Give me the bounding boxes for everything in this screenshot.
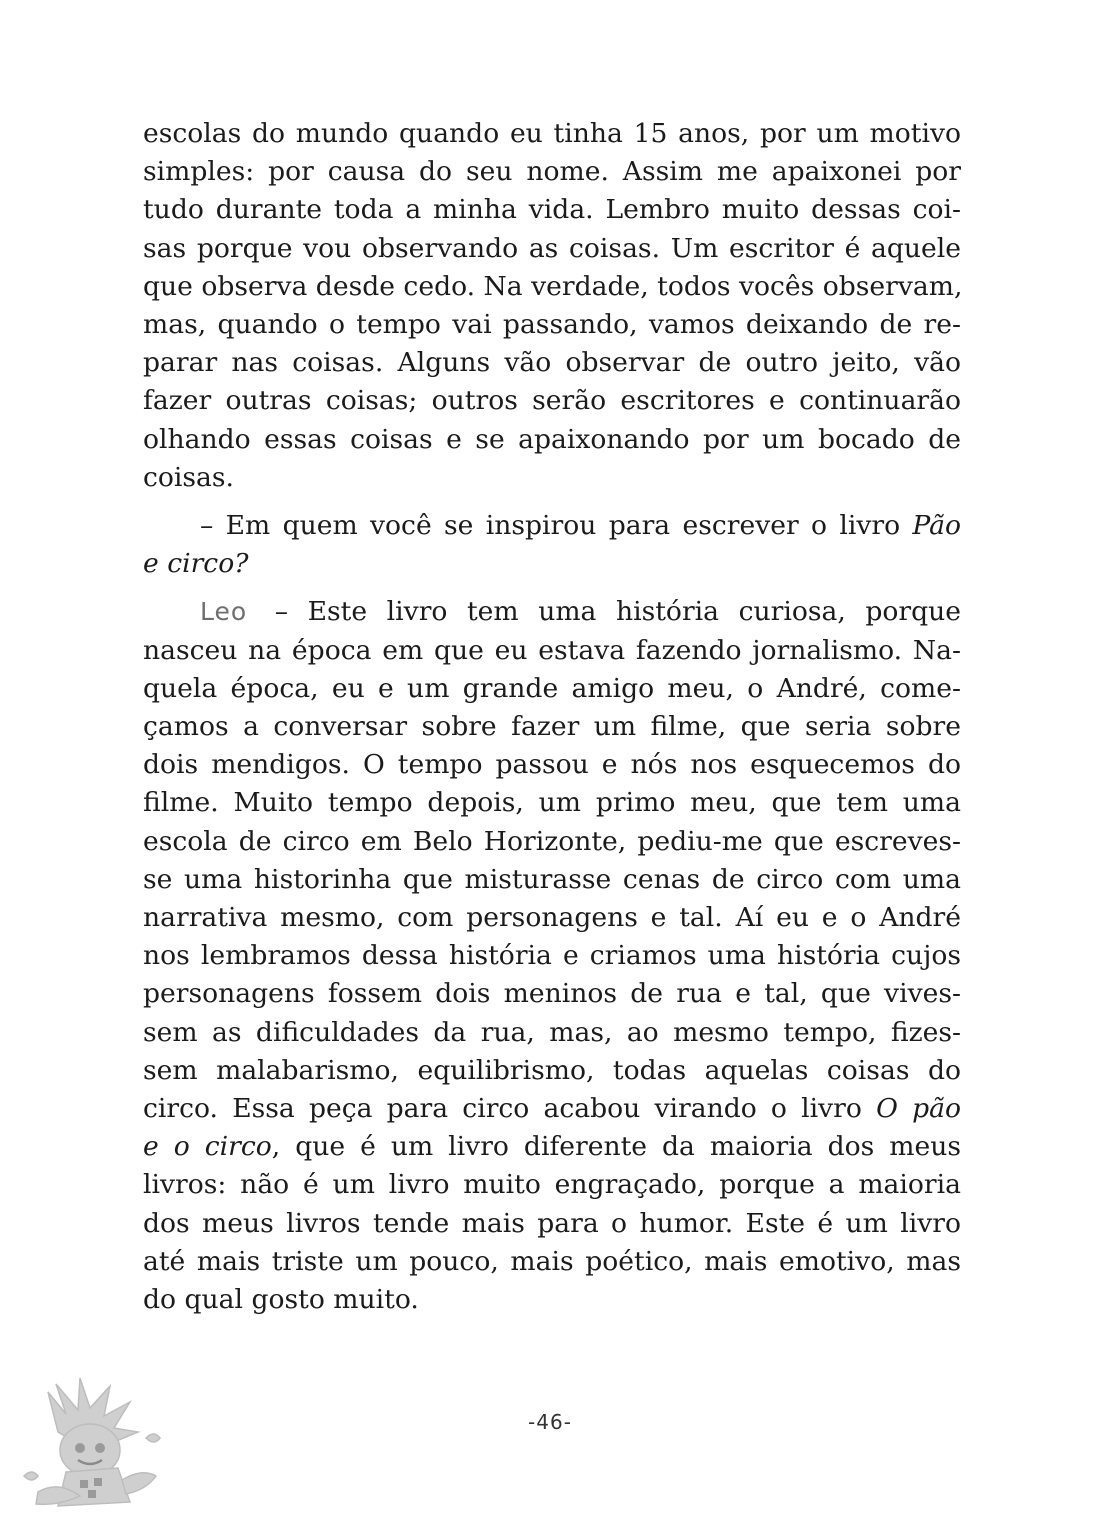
- text-line: sas porque vou observando as coisas. Um escritor é aquele: [143, 232, 961, 264]
- text-line: narrativa mesmo, com personagens e tal. Aí eu e o André: [143, 902, 961, 934]
- text-line: que observa desde cedo. Na verdade, todos vocês observam,: [143, 270, 963, 302]
- text-line: filme. Muito tempo depois, um primo meu, que tem uma: [143, 787, 961, 819]
- interview-question: [143, 507, 961, 583]
- text-line: sem as dificuldades da rua, mas, ao mesmo tempo, fizes-: [143, 1016, 961, 1048]
- text-line: [143, 507, 961, 545]
- text-line: mas, quando o tempo vai passando, vamos deixando de re-: [143, 309, 961, 341]
- text-line: personagens fossem dois meninos de rua e tal, que vives-: [143, 978, 961, 1010]
- text-line: fazer outras coisas; outros serão escritores e continuarão: [143, 385, 961, 417]
- text-line: dois mendigos. O tempo passou e nós nos esquecemos do: [143, 749, 961, 781]
- text-line: nos lembramos dessa história e criamos uma história cujos: [143, 940, 961, 972]
- text-line: çamos a conversar sobre fazer um filme, que seria sobre: [143, 711, 961, 743]
- text-line: parar nas coisas. Alguns vão observar de outro jeito, vão: [143, 347, 961, 379]
- text-line: dos meus livros tende mais para o humor. Este é um livro: [143, 1207, 961, 1239]
- book-title-italic: Pão: [912, 510, 961, 542]
- interview-answer: [143, 593, 961, 1319]
- text-line: se uma historinha que misturasse cenas de circo com uma: [143, 863, 961, 895]
- answer-text: – Este livro tem uma história curiosa, porque: [255, 596, 961, 628]
- text-line: simples: por causa do seu nome. Assim me apaixonei por: [143, 156, 961, 188]
- book-title-italic: O pão: [876, 1093, 961, 1125]
- answer-text: , que é um livro diferente da maioria dos meus: [271, 1131, 961, 1163]
- text-line: [143, 593, 961, 631]
- page-number: -46-: [528, 1410, 572, 1434]
- text-line: coisas.: [143, 461, 235, 493]
- text-line: escolas do mundo quando eu tinha 15 anos, por um motivo: [143, 118, 961, 149]
- text-line: [143, 545, 961, 583]
- text-line: sem malabarismo, equilibrismo, todas aquelas coisas do: [143, 1054, 961, 1086]
- text-line: do qual gosto muito.: [143, 1284, 419, 1316]
- page-body-text: [143, 115, 961, 1319]
- book-title-italic: e circo?: [143, 548, 249, 580]
- text-line: quela época, eu e um grande amigo meu, o André, come-: [143, 672, 961, 704]
- text-line: livros: não é um livro muito engraçado, porque a maioria: [143, 1169, 961, 1201]
- paragraph-continuation: [143, 115, 961, 497]
- speaker-label: Leo: [200, 597, 248, 627]
- text-line: escola de circo em Belo Horizonte, pediu-me que escreves-: [143, 825, 961, 857]
- answer-text: circo. Essa peça para circo acabou virando o livro: [143, 1093, 877, 1125]
- text-line: olhando essas coisas e se apaixonando por um bocado de: [143, 423, 961, 455]
- question-text: – Em quem você se inspirou para escrever o livro: [200, 510, 913, 542]
- book-title-italic: e o circo: [143, 1131, 272, 1163]
- text-line: [143, 1128, 961, 1166]
- text-line: nasceu na época em que eu estava fazendo jornalismo. Na-: [143, 634, 961, 666]
- text-line: [143, 1090, 961, 1128]
- text-line: tudo durante toda a minha vida. Lembro muito dessas coi-: [143, 194, 961, 226]
- text-line: até mais triste um pouco, mais poético, mais emotivo, mas: [143, 1245, 961, 1277]
- cartoon-character-logo-icon: [18, 1372, 168, 1512]
